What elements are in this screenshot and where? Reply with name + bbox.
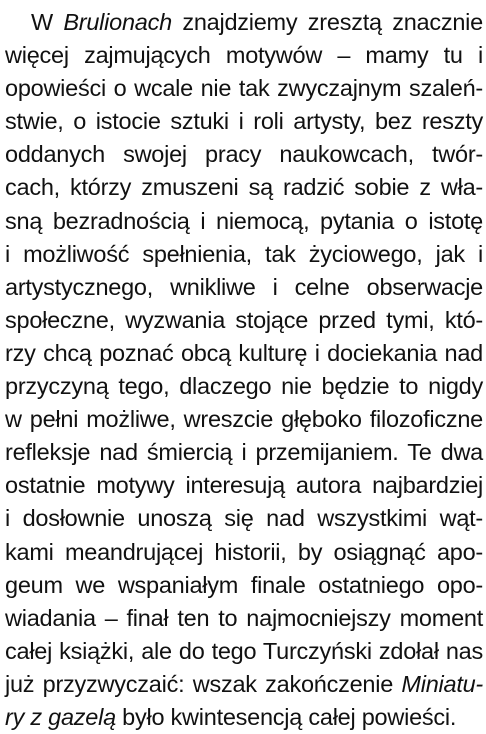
body-text: opowieści o wcale nie tak zwyczajnym szaleń-	[5, 75, 483, 102]
book-page-paragraph	[5, 6, 483, 734]
body-text: cach, którzy zmuszeni są radzić sobie z wła-	[5, 174, 483, 201]
italic-title-text: Brulionach	[63, 9, 172, 35]
text-line	[5, 6, 483, 39]
text-line	[5, 602, 483, 635]
text-line	[5, 138, 483, 171]
body-text: wiadania – finał ten to najmocniejszy moment	[5, 604, 483, 631]
text-line	[5, 304, 483, 337]
body-text: W	[31, 9, 64, 35]
body-text: geum we wspaniałym finale ostatniego opo-	[5, 571, 483, 598]
text-line	[5, 502, 483, 535]
text-line	[5, 569, 483, 602]
text-line	[5, 105, 483, 138]
body-text: rzy chcą poznać obcą kulturę i dociekania nad	[5, 339, 483, 366]
body-text: przyczyną tego, dlaczego nie będzie to nigdy	[5, 373, 483, 400]
text-line	[5, 536, 483, 569]
text-line	[5, 701, 483, 734]
text-line	[5, 403, 483, 436]
body-text: i dosłownie unoszą się nad wszystkimi wąt-	[5, 505, 483, 532]
text-line	[5, 271, 483, 304]
body-text: znajdziemy zresztą znacznie	[171, 9, 483, 35]
body-text: stwie, o istocie sztuki i roli artysty, bez reszty	[5, 108, 483, 135]
text-line	[5, 436, 483, 469]
text-line	[5, 337, 483, 370]
body-text: oddanych swojej pracy naukowcach, twór-	[5, 141, 483, 168]
text-line	[5, 205, 483, 238]
body-text: społeczne, wyzwania stojące przed tymi, któ-	[5, 306, 483, 333]
body-text: już przyzwyczaić: wszak zakończenie	[5, 670, 402, 697]
body-text: było kwintesencją całej powieści.	[115, 703, 457, 730]
italic-title-text: Miniatu-	[401, 670, 483, 697]
text-line	[5, 635, 483, 668]
text-line	[5, 370, 483, 403]
text-line	[5, 469, 483, 502]
body-text: ostatnie motywy interesują autora najbardziej	[5, 472, 483, 499]
body-text: refleksje nad śmiercią i przemijaniem. Te dwa	[5, 439, 483, 466]
text-line	[5, 238, 483, 271]
text-line	[5, 72, 483, 105]
body-text: w pełni możliwe, wreszcie głęboko filozoficzne	[5, 406, 483, 433]
text-line	[5, 668, 483, 701]
text-line	[5, 39, 483, 72]
body-text: i możliwość spełnienia, tak życiowego, jak i	[5, 240, 483, 267]
text-line	[5, 171, 483, 204]
body-text: artystycznego, wnikliwe i celne obserwacje	[5, 273, 483, 300]
italic-title-text: ry z gazelą	[5, 703, 116, 730]
body-text: więcej zajmujących motywów – mamy tu i	[5, 42, 483, 69]
body-text: kami meandrującej historii, by osiągnąć apo-	[5, 538, 483, 565]
body-text: sną bezradnością i niemocą, pytania o istotę	[5, 207, 483, 234]
body-text: całej książki, ale do tego Turczyński zdołał nas	[5, 637, 483, 664]
